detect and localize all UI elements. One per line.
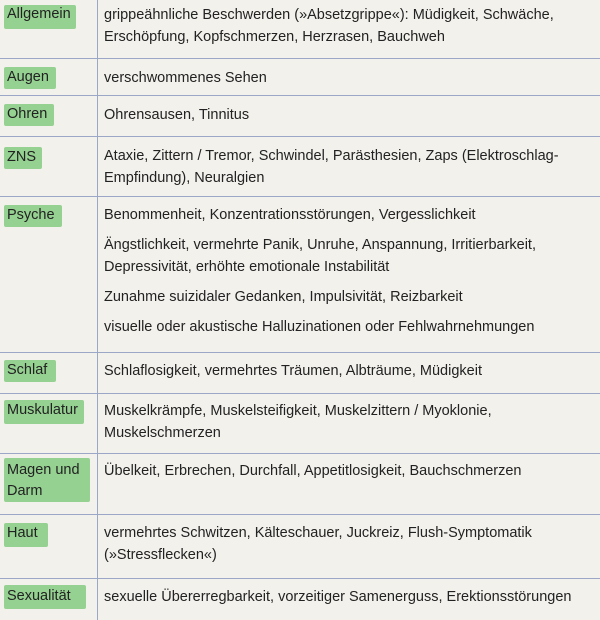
symptom-text: visuelle oder akustische Halluzinationen oder Fehlwahrnehmungen [104,319,535,335]
symptom-text: Übelkeit, Erbrechen, Durchfall, Appetitlosigkeit, Bauchschmerzen [104,463,522,479]
category-label: Magen und Darm [7,462,80,499]
symptom-text: Muskelkrämpfe, Muskelsteifigkeit, Muskelzittern / Myoklonie, Muskelschmerzen [104,403,492,441]
category-cell [0,454,98,514]
table-row [0,59,600,96]
table-row [0,394,600,454]
symptom-cell [104,67,594,89]
symptom-text: verschwommenes Sehen [104,70,267,86]
symptom-cell [104,400,594,444]
symptom-cell [104,522,594,566]
symptom-text: sexuelle Übererregbarkeit, vorzeitiger Samenerguss, Erektionsstörungen [104,589,572,605]
table-row [0,197,600,353]
symptom-text: Ataxie, Zittern / Tremor, Schwindel, Parästhesien, Zaps (Elektroschlag-Empfindung), Neuralgien [104,148,559,186]
table-row [0,353,600,394]
symptom-text: vermehrtes Schwitzen, Kälteschauer, Juckreiz, Flush-Symptomatik (»Stressflecken«) [104,525,532,563]
category-label: Schlaf [7,362,48,378]
symptom-text: Ohrensausen, Tinnitus [104,107,250,123]
symptom-text: Zunahme suizidaler Gedanken, Impulsivität, Reizbarkeit [104,289,463,305]
table-row [0,137,600,197]
category-label: ZNS [7,149,36,165]
category-label: Allgemein [7,6,71,22]
category-label: Ohren [7,106,48,122]
symptom-text: Benommenheit, Konzentrationsstörungen, Vergesslichkeit [104,207,476,223]
category-cell [0,579,98,620]
category-cell [0,197,98,352]
category-cell [0,96,98,136]
symptom-text: Schlaflosigkeit, vermehrtes Träumen, Albträume, Müdigkeit [104,363,482,379]
category-label: Augen [7,69,49,85]
table-row [0,454,600,515]
symptom-text: grippeähnliche Beschwerden (»Absetzgrippe«): Müdigkeit, Schwäche, Erschöpfung, Kopfschmerzen, Herzrasen, Bauchweh [104,7,554,45]
symptom-cell [104,204,594,338]
table-row [0,0,600,59]
category-cell [0,353,98,393]
category-cell [0,59,98,95]
table-row [0,579,600,620]
table-row [0,96,600,137]
symptom-cell [104,145,594,189]
category-label: Psyche [7,207,55,223]
category-label: Haut [7,525,38,541]
symptom-cell [104,460,594,482]
symptom-cell [104,104,594,126]
category-cell [0,394,98,453]
symptom-cell [104,586,594,608]
category-label: Muskulatur [7,402,78,418]
symptom-cell [104,360,594,382]
category-cell [0,0,98,58]
category-cell [0,137,98,196]
symptom-cell [104,4,594,48]
symptom-text: Ängstlichkeit, vermehrte Panik, Unruhe, Anspannung, Irritierbarkeit, Depressivität, erhöhte emotionale Instabilität [104,237,536,275]
table-row [0,515,600,579]
category-label: Sexualität [7,588,71,604]
category-cell [0,515,98,578]
